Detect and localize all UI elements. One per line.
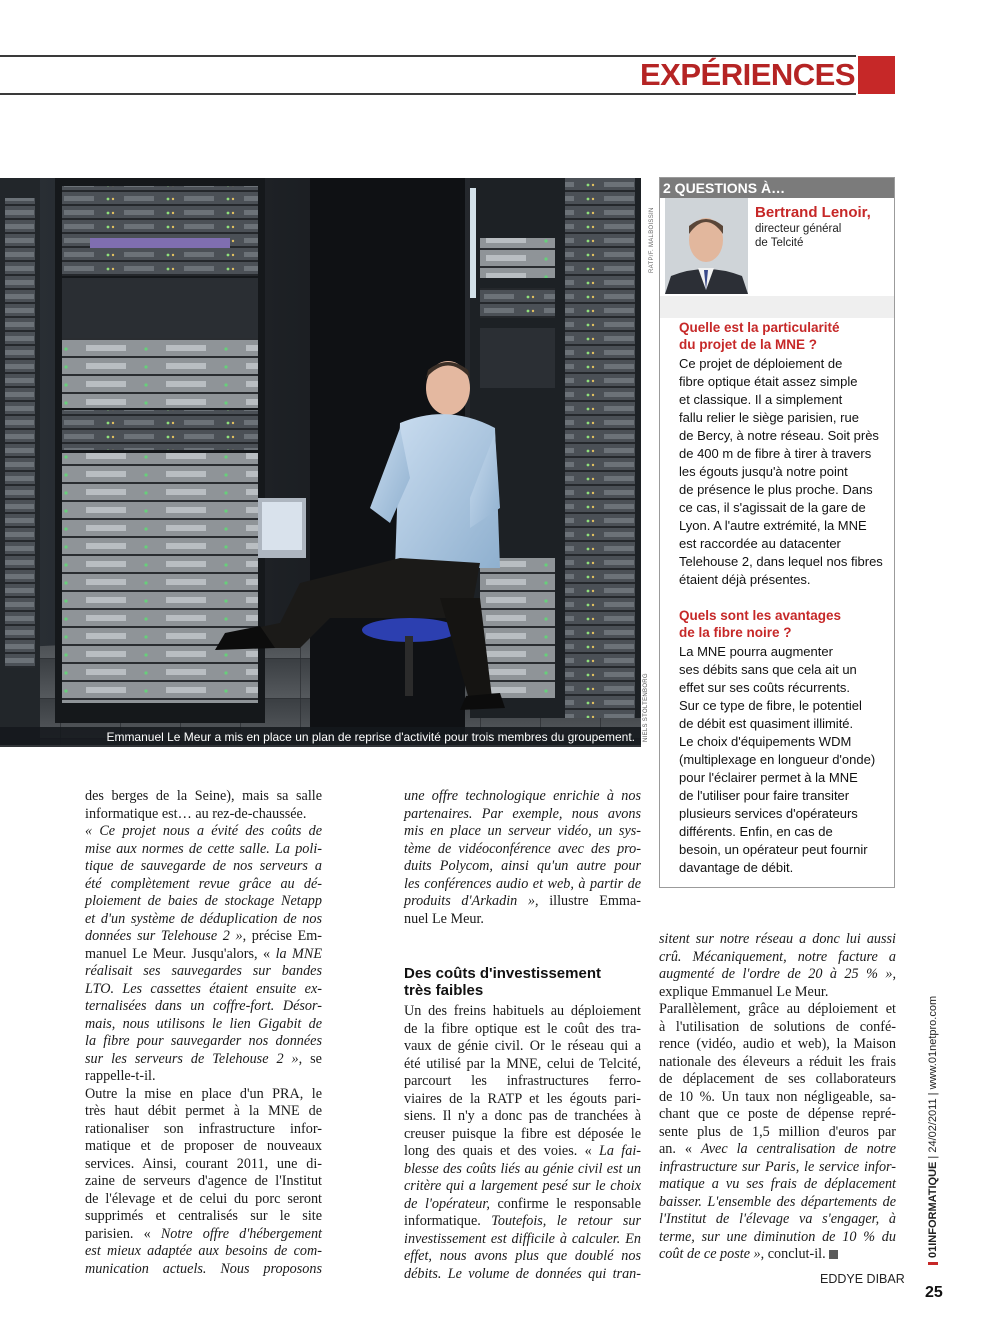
quote-text: une offre technologique enrichie à nos	[404, 788, 641, 804]
text-line: an. « Avec la centralisation de notre	[659, 1141, 896, 1157]
text-line: long des quais et des voies. « La fai-	[404, 1143, 641, 1159]
quote-text: mais, nous utilisons le lien Gigabit de	[85, 1015, 322, 1032]
answer-line: de Bercy, à notre réseau. Soit près	[679, 428, 879, 443]
quote-text: effet, nous avons plus que doublé nos	[404, 1248, 641, 1264]
text-line: informatique. Toutefois, le retour sur	[404, 1213, 641, 1229]
text-line	[404, 823, 641, 841]
answer-line: Lyon. A l'autre extrémité, la MNE	[679, 518, 867, 533]
quote-text: tique de sauvegarde de nos serveurs a	[85, 858, 322, 874]
answer-line: fallu relier le siège parisien, rue	[679, 410, 859, 425]
quote-text: « Ce projet nous a évité des coûts de	[85, 823, 322, 839]
text-line: données sur Telehouse 2 », précise Em-	[85, 928, 322, 944]
answer-line: ce cas, il s'agissait de la gare de	[679, 500, 866, 515]
quote-text: munication actuels. Nous proposons	[85, 1260, 322, 1277]
folio-marker	[928, 1262, 938, 1265]
answer-line: pour l'éclairer permet à la MNE	[679, 770, 858, 785]
text-line: vaux de génie civil. Or le réseau qui a	[404, 1038, 641, 1054]
text-line	[85, 911, 322, 929]
page-folio: 01INFORMATIQUE | 24/02/2011 | www.01netpro.com	[927, 996, 939, 1265]
quote-text: mise aux normes de cette salle. La poli-	[85, 840, 322, 857]
quote-text: infrastructure sur Paris, le service infor-	[659, 1158, 896, 1175]
portrait-photo	[665, 198, 748, 294]
text-line: sente plus de 1,5 million d'euros par	[659, 1123, 896, 1140]
text-line	[659, 1211, 896, 1229]
answer-line: (multiplexage en longueur d'onde)	[679, 752, 876, 767]
quote-text: LTO. Les cassettes étaient ensuite ex-	[85, 980, 322, 997]
text-line: viaires de la RATP et les égouts pari-	[404, 1090, 641, 1107]
text-line: sur les serveurs de Telehouse 2 », se	[85, 1050, 322, 1067]
interviewee-name: Bertrand Lenoir,	[755, 204, 871, 221]
text-line: manuel Le Meur. Jusqu'alors, « la MNE	[85, 945, 322, 962]
answer-line: différents. Enfin, en cas de	[679, 824, 833, 839]
text-line	[85, 893, 322, 911]
section-tab-marker	[858, 56, 895, 94]
quote-text: l'Institut de l'élevage va s'engager, à	[659, 1211, 896, 1227]
text-line: parcourt les infrastructures ferro-	[404, 1073, 641, 1089]
text-line: de l'opérateur, confirme le responsable	[404, 1195, 641, 1212]
text-line	[404, 841, 641, 859]
answer-line: effet sur ses coûts récurrents.	[679, 680, 850, 695]
section-title: EXPÉRIENCES	[640, 57, 856, 92]
interview-sidebar	[649, 177, 895, 888]
quote-text: débits. Le volume de données qui tran-	[404, 1265, 641, 1282]
text-line: très haut débit permet à la MNE de	[85, 1103, 322, 1119]
question-line: Quelle est la particularité	[679, 320, 840, 335]
answer-line: les égouts jusqu'à notre point	[679, 464, 848, 479]
text-line	[404, 1231, 641, 1249]
quote-text: ploiement de baies de stockage Netapp	[85, 893, 322, 909]
question-line: de la fibre noire ?	[679, 625, 792, 640]
text-line: Parallèlement, grâce au déploiement et	[659, 1001, 896, 1017]
question-1	[679, 319, 889, 353]
answer-line: de débit est quasiment illimité.	[679, 716, 854, 731]
answer-line: La MNE pourra augmenter	[679, 644, 833, 659]
quote-text: baisser. L'ensemble des départements de	[659, 1193, 896, 1210]
article-column-1	[85, 788, 322, 1278]
text-line	[85, 1261, 322, 1279]
answer-line: est raccordée au datacenter	[679, 536, 841, 551]
text-line: zaine de serveurs d'agence de l'Institut	[85, 1173, 322, 1189]
text-line	[85, 1016, 322, 1034]
folio-url: www.01netpro.com	[927, 995, 939, 1090]
author-byline: EDDYE DIBAR	[820, 1272, 905, 1286]
answer-line: plusieurs services d'opérateurs	[679, 806, 858, 821]
text-line	[659, 949, 896, 967]
text-line	[85, 858, 322, 876]
answer-line: Telehouse 2, dans lequel nos fibres	[679, 554, 883, 569]
quote-text: duits Polycom, ainsi qu'un autre pour	[404, 858, 641, 874]
text-line	[404, 1266, 641, 1284]
quote-text: les conférences audio et web, à partir de	[404, 875, 641, 892]
text-line	[404, 1178, 641, 1196]
server-room-photo	[0, 178, 641, 745]
answer-line: de présence le plus proche. Dans	[679, 482, 873, 497]
quote-text: blesse des coûts liés au génie civil est un	[404, 1160, 641, 1177]
article-column-3	[659, 931, 896, 1264]
sidebar-divider	[660, 296, 894, 318]
quote-text: et d'un système de déduplication de nos	[85, 910, 322, 927]
interviewee-role	[755, 222, 885, 250]
text-line	[659, 966, 896, 984]
folio-magazine: 01INFORMATIQUE	[927, 1161, 939, 1258]
text-line	[404, 876, 641, 894]
text-line: informatique est… au rez-de-chaussée.	[85, 805, 307, 822]
text-line	[85, 998, 322, 1016]
photo-credit: NIELS STOLTENBORG	[643, 673, 649, 742]
quote-text: investissement est difficile à calculer. En	[404, 1230, 641, 1247]
text-line	[404, 1248, 641, 1266]
quote-text: matique a vu ses frais de déplacement	[659, 1176, 896, 1192]
text-line: à l'utilisation de solutions de confé-	[659, 1018, 896, 1035]
answer-line: besoin, un opérateur peut fournir	[679, 842, 868, 857]
text-line: nationale des éleveurs a réduit les frais	[659, 1053, 896, 1070]
text-line: produits d'Arkadin », illustre Emma-	[404, 893, 641, 909]
text-line: creuser puisque la fibre est déposée le	[404, 1125, 641, 1142]
text-line: rationaliser son infrastructure infor-	[85, 1120, 322, 1137]
quote-text: ternalisées dans un coffre-fort. Désor-	[85, 998, 322, 1014]
text-line	[85, 963, 322, 981]
answer-2	[679, 643, 891, 877]
text-line	[659, 1176, 896, 1194]
text-line: parisien. « Notre offre d'hébergement	[85, 1225, 322, 1242]
role-line: directeur général	[755, 223, 842, 235]
article-column-2-top	[404, 788, 641, 928]
text-line: de 10 %. Un taux non négligeable, sa-	[659, 1088, 896, 1105]
text-line	[659, 1159, 896, 1177]
text-line	[85, 1243, 322, 1261]
text-line: siens. Il n'y a donc pas de tranchées à	[404, 1108, 641, 1124]
quote-text: est mieux adaptée aux besoins de com-	[85, 1243, 322, 1259]
question-line: du projet de la MNE ?	[679, 337, 818, 352]
subheading-line: Des coûts d'investissement	[404, 965, 601, 982]
quote-text: réalisait ses sauvegardes sur bandes	[85, 963, 322, 979]
text-line	[85, 841, 322, 859]
text-line	[659, 931, 896, 949]
text-line	[404, 806, 641, 824]
text-line: explique Emmanuel Le Meur.	[659, 983, 829, 1000]
answer-line: étaient déjà présentes.	[679, 572, 811, 587]
end-mark-icon	[829, 1250, 838, 1259]
text-line: été utilisé par la MNE, celui de Telcité,	[404, 1055, 641, 1072]
answer-1	[679, 355, 891, 589]
role-line: de Telcité	[755, 237, 804, 249]
quote-text: augmenté de l'ordre de 20 à 25 % »,	[659, 966, 896, 982]
text-line: Un des freins habituels au déploiement	[404, 1003, 641, 1019]
text-line	[404, 788, 641, 806]
text-line: de l'élevage et de celui du porc seront	[85, 1190, 322, 1207]
text-line	[85, 1033, 322, 1051]
answer-line: de 400 m de fibre à tirer à travers	[679, 446, 872, 461]
question-line: Quels sont les avantages	[679, 608, 842, 623]
text-line	[85, 981, 322, 999]
text-line: des berges de la Seine), mais sa salle	[85, 788, 322, 804]
question-2	[679, 607, 889, 641]
text-line	[85, 876, 322, 894]
answer-line: et classique. Il a simplement	[679, 392, 843, 407]
quote-text: crû. Mécaniquement, notre facture a	[659, 948, 896, 965]
answer-line: Sur ce type de fibre, le potentiel	[679, 698, 862, 713]
text-line	[404, 858, 641, 876]
text-line: coût de ce poste », conclut-il.	[659, 1246, 896, 1264]
text-line: chant que ce poste de dépense repré-	[659, 1106, 896, 1122]
text-line: de déplacement de ses collaborateurs	[659, 1071, 896, 1087]
quote-text: tème de vidéoconférence avec des pro-	[404, 840, 641, 857]
subheading	[404, 965, 641, 999]
article-column-2-bottom	[404, 1003, 641, 1283]
answer-line: Ce projet de déploiement de	[679, 356, 843, 371]
sidebar-heading: 2 QUESTIONS À…	[660, 178, 894, 198]
text-line: nuel Le Meur.	[404, 910, 484, 927]
answer-line: de l'utiliser pour faire transiter	[679, 788, 850, 803]
text-line: de la fibre optique est le coût des tra-	[404, 1020, 641, 1037]
text-line	[85, 823, 322, 841]
quote-text: critère qui a largement pesé sur le choix	[404, 1178, 641, 1194]
answer-line: fibre optique était assez simple	[679, 374, 858, 389]
answer-line: ses débits sans que cela ait un	[679, 662, 857, 677]
page-number: 25	[925, 1284, 943, 1301]
answer-line: davantage de débit.	[679, 860, 794, 875]
folio-date: 24/02/2011	[927, 1098, 939, 1153]
text-line: rence (vidéo, audio et web), la Maison	[659, 1036, 896, 1052]
quote-text: la fibre pour sauvegarder nos données	[85, 1033, 322, 1049]
portrait-credit: RATP/F. MALBOISSIN	[649, 207, 655, 273]
text-line	[659, 1194, 896, 1212]
quote-text: mis en place un serveur vidéo, un sys-	[404, 823, 641, 839]
quote-text: été complètement revue grâce au dé-	[85, 875, 322, 892]
text-line: matique et de proposer de nouveaux	[85, 1138, 322, 1154]
answer-line: Le choix d'équipements WDM	[679, 734, 852, 749]
quote-text: terme, sur une diminution de 10 % du	[659, 1228, 896, 1245]
text-line	[659, 1229, 896, 1247]
quote-text: sitent sur notre réseau a donc lui aussi	[659, 931, 896, 947]
text-line: supprimés et centralisés sur le site	[85, 1208, 322, 1224]
photo-caption: Emmanuel Le Meur a mis en place un plan de reprise d'activité pour trois membres du groupement.	[0, 727, 641, 747]
text-line: rappelle-t-il.	[85, 1068, 156, 1084]
text-line: Outre la mise en place d'un PRA, le	[85, 1085, 322, 1102]
text-line: services. Ainsi, courant 2011, une di-	[85, 1155, 322, 1172]
subheading-line: très faibles	[404, 982, 484, 999]
text-line	[404, 1161, 641, 1179]
quote-text: partenaires. Par exemple, nous avons	[404, 805, 641, 822]
